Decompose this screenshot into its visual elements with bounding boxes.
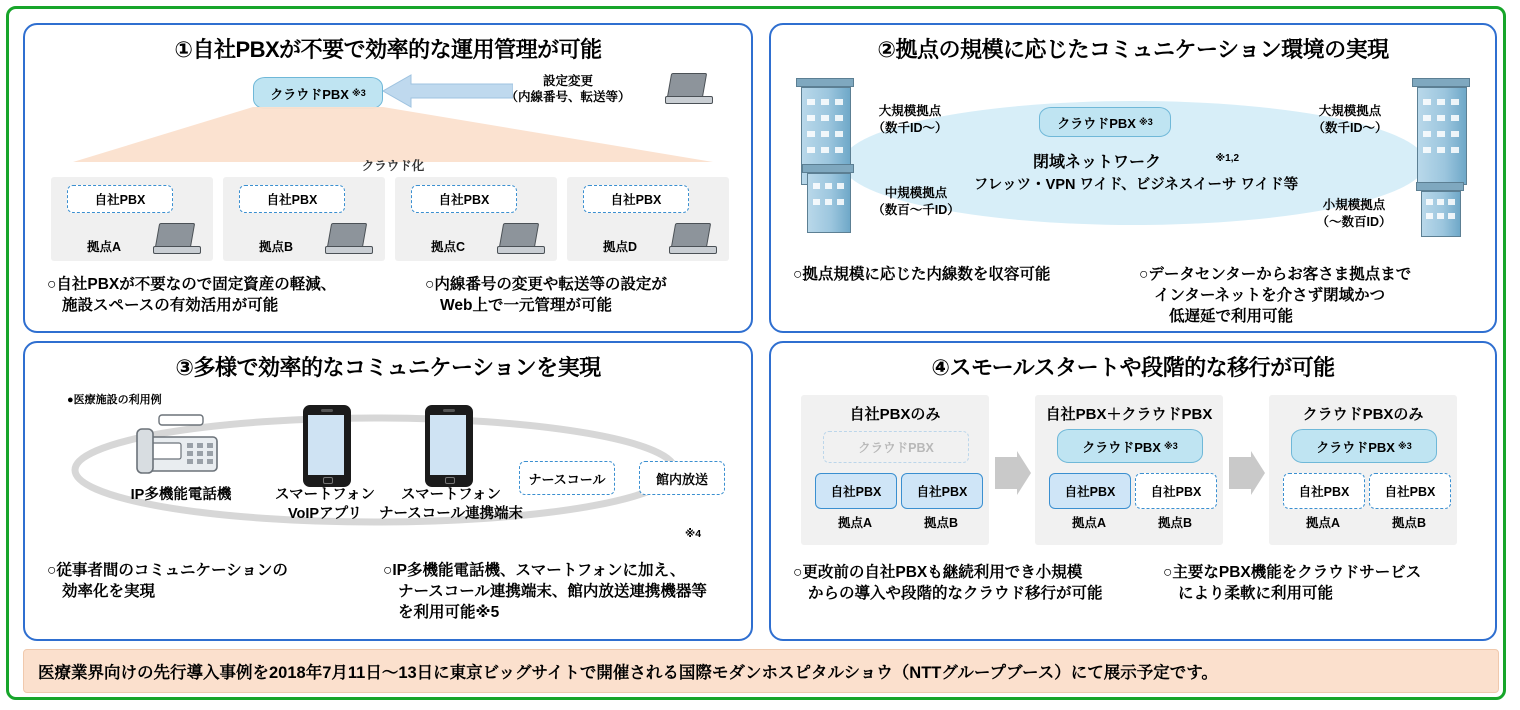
panel-2-bullet-right-line1: ○データセンターからお客さま拠点まで [1139, 266, 1412, 283]
panel-3 [23, 341, 753, 641]
footer-banner-text: 医療業界向けの先行導入事例を2018年7月11日～13日に東京ビッグサイトで開催される国際モダンホスピタルショウ（NTTグループブース）にて展示予定です。 [38, 664, 1218, 682]
stage-2-title: 自社PBX＋クラウドPBX [1045, 406, 1213, 423]
stage-2-pbx-b: 自社PBX [1135, 473, 1217, 509]
panel-2 [769, 23, 1497, 333]
site-c-label: 拠点C [430, 240, 466, 254]
panel-4-bullet-right-line1: ○主要なPBX機能をクラウドサービス [1163, 564, 1422, 581]
left-large-site-line2: （数千ID～） [872, 120, 948, 135]
site-a-laptop-icon [153, 223, 199, 253]
panel-1-bullet-right-line2: Web上で一元管理が可能 [440, 296, 612, 314]
site-c-pbx: 自社PBX [411, 185, 517, 213]
panel-1-bullet-right [425, 275, 755, 317]
site-a-pbx: 自社PBX [67, 185, 173, 213]
panel-1 [23, 23, 753, 333]
panel2-cloud-pbx-badge [1039, 107, 1171, 137]
panel-3-bullet-left-line2: 効率化を実現 [62, 582, 156, 600]
building-medium-left-icon [807, 173, 849, 231]
device-2-line2: VoIPアプリ [287, 505, 363, 522]
panel-1-bullet-right-line1: ○内線番号の変更や転送等の設定が [425, 276, 667, 293]
footer-banner [23, 649, 1499, 693]
settings-change-line2: （内線番号、転送等） [505, 90, 631, 105]
panel-2-bullet-right [1139, 265, 1489, 328]
stage-2-cloud-pbx [1057, 429, 1203, 463]
left-medium-site-label [855, 185, 977, 219]
stage-3-pbx-a: 自社PBX [1283, 473, 1365, 509]
stage-2-pbx-a: 自社PBX [1049, 473, 1131, 509]
stage-2-cloud-pbx-label: クラウドPBX [1082, 439, 1161, 455]
site-d-label: 拠点D [602, 240, 638, 254]
stage-1-cloud-pbx: クラウドPBX [823, 431, 969, 463]
closed-network-title [961, 149, 1311, 172]
stage-1-title: 自社PBXのみ [849, 406, 941, 423]
stage-3-site-a: 拠点A [1305, 516, 1341, 530]
broadcast-tag: 館内放送 [639, 461, 725, 495]
panel-4-bullet-right [1163, 563, 1493, 605]
panel-2-title: ②拠点の規模に応じたコミュニケーション環境の実現 [877, 37, 1389, 62]
stage-2-cloud-pbx-note: ※3 [1163, 440, 1178, 451]
closed-network-title-text: 閉域ネットワーク [1032, 154, 1161, 171]
site-b-label: 拠点B [258, 240, 294, 254]
ip-desk-phone-icon [133, 411, 225, 477]
panel2-cloud-pbx-note: ※3 [1138, 116, 1153, 127]
closed-network-note: ※1,2 [1215, 152, 1240, 164]
site-d-laptop-icon [669, 223, 715, 253]
stage-3-pbx-b: 自社PBX [1369, 473, 1451, 509]
admin-laptop-icon [665, 73, 711, 103]
device-1-label: IP多機能電話機 [130, 487, 232, 503]
cloud-pbx-badge [253, 77, 383, 109]
stage-3-cloud-pbx-label: クラウドPBX [1316, 439, 1395, 455]
panel-3-note-4: ※4 [685, 528, 702, 540]
stage-arrow-1-icon [995, 451, 1031, 495]
site-d-pbx: 自社PBX [583, 185, 689, 213]
panel-3-title: ③多様で効率的なコミュニケーションを実現 [175, 355, 601, 380]
cloud-pbx-note: ※3 [351, 87, 366, 98]
panel-4-title: ④スモールスタートや段階的な移行が可能 [931, 355, 1335, 380]
site-a-label: 拠点A [86, 240, 122, 254]
left-large-site-line1: 大規模拠点 [878, 104, 942, 118]
left-medium-site-line2: （数百～千ID） [872, 202, 960, 217]
site-b-pbx: 自社PBX [239, 185, 345, 213]
device-3-line1: スマートフォン [400, 487, 502, 503]
panel-4-bullet-right-line2: により柔軟に利用可能 [1178, 584, 1334, 602]
device-3-label [371, 486, 531, 524]
cloud-pbx-label: クラウドPBX [270, 86, 349, 102]
stage-2-site-a: 拠点A [1071, 516, 1107, 530]
medical-example-label: ●医療施設の利用例 [67, 394, 162, 406]
panel-3-bullet-left-line1: ○従事者間のコミュニケーションの [47, 562, 288, 579]
panel-3-bullet-right-line1: ○IP多機能電話機、スマートフォンに加え、 [383, 562, 686, 579]
smartphone-voip-icon [303, 405, 351, 487]
stage-3-cloud-pbx [1291, 429, 1437, 463]
closed-network-subtitle: フレッツ・VPN ワイド、ビジネスイーサ ワイド等 [973, 177, 1299, 193]
stage-1-site-a: 拠点A [837, 516, 873, 530]
device-3-line2: ナースコール連携端末 [379, 505, 523, 522]
stage-3-site-b: 拠点B [1391, 516, 1427, 530]
building-large-right-icon [1417, 87, 1465, 183]
panel-4-bullet-left-line1: ○更改前の自社PBXも継続利用でき小規模 [793, 564, 1083, 581]
site-b-laptop-icon [325, 223, 371, 253]
stage-arrow-2-icon [1229, 451, 1265, 495]
right-large-site-line2: （数千ID～） [1312, 120, 1388, 135]
right-small-site-label [1293, 197, 1415, 231]
panel-1-bullet-left-line1: ○自社PBXが不要なので固定資産の軽減、 [47, 276, 337, 293]
device-2-line1: スマートフォン [274, 487, 376, 503]
panel-3-bullet-right-line2: ナースコール連携端末、館内放送連携機器等 [398, 582, 707, 600]
right-large-site-line1: 大規模拠点 [1318, 104, 1382, 118]
right-small-site-line1: 小規模拠点 [1322, 198, 1386, 212]
panel-4-bullet-left [793, 563, 1153, 605]
panel-4 [769, 341, 1497, 641]
panel-1-bullet-left [47, 275, 417, 317]
right-large-site-label [1291, 103, 1409, 137]
smartphone-nursecall-icon [425, 405, 473, 487]
right-small-site-line2: （～数百ID） [1316, 214, 1392, 229]
panel-2-bullet-right-line3: 低遅延で利用可能 [1169, 307, 1294, 325]
panel-3-bullet-right-line3: を利用可能※5 [398, 603, 500, 621]
panel-1-title: ①自社PBXが不要で効率的な運用管理が可能 [174, 37, 602, 62]
nurse-call-tag: ナースコール [519, 461, 615, 495]
building-small-right-icon [1421, 191, 1459, 235]
settings-change-label [493, 73, 643, 106]
left-large-site-label [855, 103, 965, 137]
stage-2-site-b: 拠点B [1157, 516, 1193, 530]
panel-3-bullet-right [383, 561, 753, 624]
site-c-laptop-icon [497, 223, 543, 253]
stage-3-cloud-pbx-note: ※3 [1397, 440, 1412, 451]
stage-1-site-b: 拠点B [923, 516, 959, 530]
panel-2-bullet-right-line2: インターネットを介さず閉域かつ [1154, 286, 1386, 304]
settings-change-line1: 設定変更 [542, 74, 593, 88]
left-medium-site-line1: 中規模拠点 [884, 186, 948, 200]
panel-2-bullet-left [793, 265, 1123, 286]
panel-4-bullet-left-line2: からの導入や段階的なクラウド移行が可能 [808, 584, 1103, 602]
stage-1-pbx-a: 自社PBX [815, 473, 897, 509]
stage-1-pbx-b: 自社PBX [901, 473, 983, 509]
panel-2-bullet-left-line1: ○拠点規模に応じた内線数を収容可能 [793, 266, 1051, 283]
panel2-cloud-pbx-label: クラウドPBX [1057, 115, 1136, 131]
stage-3-title: クラウドPBXのみ [1302, 406, 1424, 423]
panel-3-bullet-left [47, 561, 387, 603]
diagram-outer-frame [6, 6, 1506, 700]
panel-1-bullet-left-line2: 施設スペースの有効活用が可能 [62, 296, 279, 314]
cloud-migration-label: クラウド化 [361, 159, 425, 173]
